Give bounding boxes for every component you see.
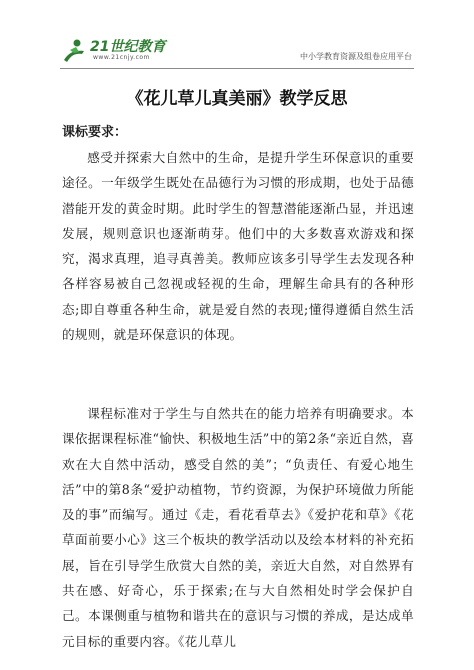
section-heading: 课标要求： [62, 125, 128, 140]
document-title: 《花儿草儿真美丽》教学反思 [126, 89, 348, 109]
logo [60, 36, 190, 66]
paragraph: 感受并探索大自然中的生命，是提升学生环保意识的重要途径。一年级学生既处在品德行为习惯的形成期，也处于品德潜能开发的黄金时期。此时学生的智慧潜能逐渐凸显，并迅速发展，规则意识也逐渐萌芽。他们中的大多数喜欢游戏和探究，渴求真理，追寻真善美。教师应该多引导学生去发现各种各样容易被自己忽视或轻视的生命，理解生命具有的各种形态;即自尊重各种生命，就是爱自然的表现;懂得遵循自然生活的规则，就是环保意识的体现。 [62, 150, 414, 343]
logo-url: www.21cnjy.com [93, 54, 150, 61]
logo-name: 21世纪教育 [90, 39, 166, 55]
runner-logo-icon [60, 38, 88, 64]
paragraph: 课程标准对于学生与自然共在的能力培养有明确要求。本课依据课程标准“愉快、积极地生活”中的第2条“亲近自然，喜欢在大自然中活动，感受自然的美”；“负责任、有爱心地生活”中的第8条“爱护动植物，节约资源，为保护环境做力所能及的事”而编写。通过《走，看花看草去》《爱护花和草》《花草面前要小心》这三个板块的教学活动以及绘本材料的补充拓展，旨在引导学生欣赏大自然的美，亲近大自然，对自然界有共在感、好奇心，乐于探索;在与大自然相处时学会保护自己。本课侧重与植物和谐共在的意识与习惯的养成，是达成单元目标的重要内容。《花儿草儿 [62, 406, 414, 649]
page-header [60, 34, 414, 69]
platform-name: 中小学教育资源及组卷应用平台 [300, 52, 412, 61]
